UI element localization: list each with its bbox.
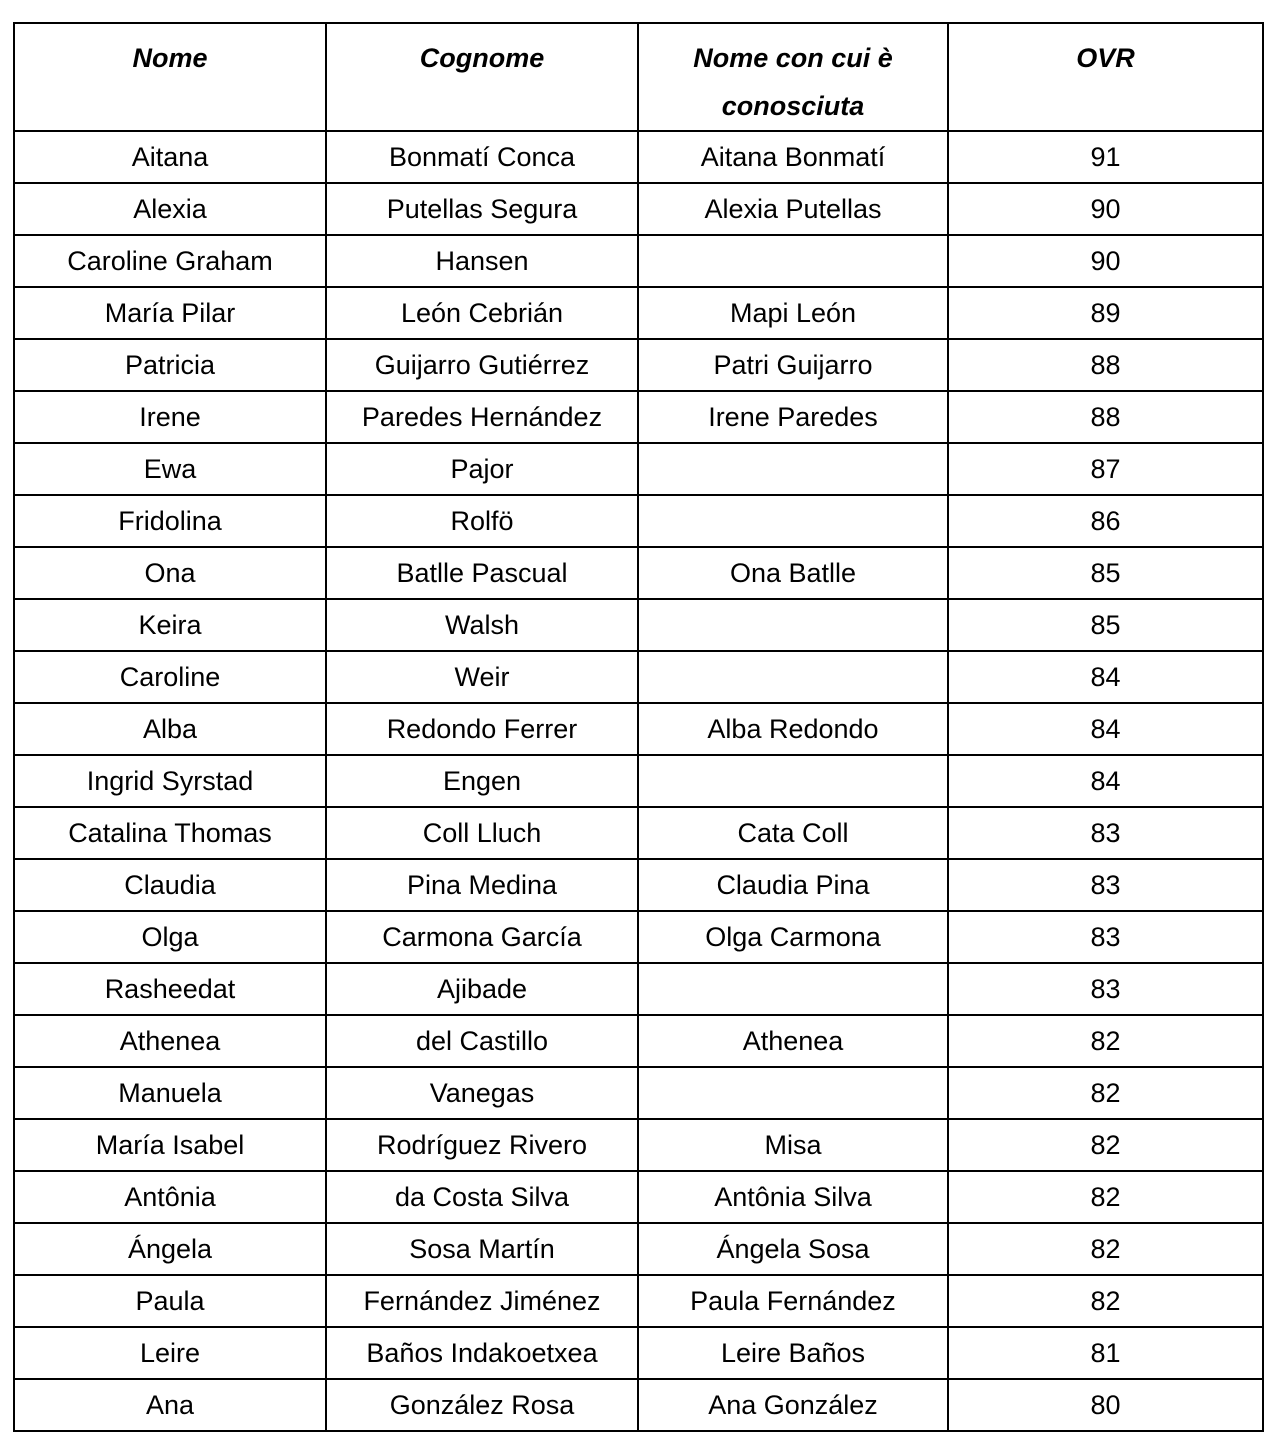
cell-known-as: Cata Coll [638, 807, 948, 859]
cell-nome: Catalina Thomas [14, 807, 326, 859]
cell-cognome: Redondo Ferrer [326, 703, 638, 755]
cell-cognome: Hansen [326, 235, 638, 287]
table-row [14, 651, 1263, 703]
cell-nome: Ingrid Syrstad [14, 755, 326, 807]
table-row [14, 495, 1263, 547]
table-row [14, 911, 1263, 963]
cell-nome: Ángela [14, 1223, 326, 1275]
cell-cognome: Guijarro Gutiérrez [326, 339, 638, 391]
cell-nome: Manuela [14, 1067, 326, 1119]
cell-cognome: Bonmatí Conca [326, 131, 638, 183]
cell-known-as: Paula Fernández [638, 1275, 948, 1327]
cell-ovr: 88 [948, 391, 1263, 443]
cell-nome: Athenea [14, 1015, 326, 1067]
cell-known-as [638, 235, 948, 287]
cell-cognome: Batlle Pascual [326, 547, 638, 599]
table-row [14, 1275, 1263, 1327]
cell-ovr: 84 [948, 755, 1263, 807]
cell-ovr: 87 [948, 443, 1263, 495]
cell-cognome: Engen [326, 755, 638, 807]
table-row [14, 547, 1263, 599]
cell-ovr: 86 [948, 495, 1263, 547]
cell-nome: Rasheedat [14, 963, 326, 1015]
cell-nome: Ana [14, 1379, 326, 1431]
cell-ovr: 83 [948, 807, 1263, 859]
cell-cognome: da Costa Silva [326, 1171, 638, 1223]
cell-ovr: 91 [948, 131, 1263, 183]
cell-nome: Caroline Graham [14, 235, 326, 287]
cell-known-as [638, 599, 948, 651]
cell-cognome: Ajibade [326, 963, 638, 1015]
cell-known-as: Antônia Silva [638, 1171, 948, 1223]
cell-known-as: Alexia Putellas [638, 183, 948, 235]
table-row [14, 183, 1263, 235]
column-header-cognome: Cognome [326, 23, 638, 131]
table-row [14, 1119, 1263, 1171]
table-row [14, 703, 1263, 755]
table-row [14, 443, 1263, 495]
table-row [14, 1015, 1263, 1067]
cell-cognome: Weir [326, 651, 638, 703]
cell-cognome: León Cebrián [326, 287, 638, 339]
column-header-ovr: OVR [948, 23, 1263, 131]
cell-nome: Caroline [14, 651, 326, 703]
cell-known-as [638, 1067, 948, 1119]
cell-nome: Alexia [14, 183, 326, 235]
cell-nome: Patricia [14, 339, 326, 391]
cell-cognome: del Castillo [326, 1015, 638, 1067]
cell-cognome: Rolfö [326, 495, 638, 547]
cell-nome: Aitana [14, 131, 326, 183]
cell-known-as: Ona Batlle [638, 547, 948, 599]
table-row [14, 1171, 1263, 1223]
cell-cognome: Paredes Hernández [326, 391, 638, 443]
cell-cognome: Rodríguez Rivero [326, 1119, 638, 1171]
cell-ovr: 82 [948, 1171, 1263, 1223]
table-row [14, 807, 1263, 859]
cell-ovr: 85 [948, 599, 1263, 651]
table-row [14, 963, 1263, 1015]
cell-ovr: 82 [948, 1223, 1263, 1275]
cell-ovr: 80 [948, 1379, 1263, 1431]
cell-known-as: Mapi León [638, 287, 948, 339]
table-row [14, 755, 1263, 807]
cell-nome: Antônia [14, 1171, 326, 1223]
cell-cognome: Sosa Martín [326, 1223, 638, 1275]
cell-cognome: González Rosa [326, 1379, 638, 1431]
cell-ovr: 83 [948, 963, 1263, 1015]
cell-known-as: Athenea [638, 1015, 948, 1067]
cell-ovr: 89 [948, 287, 1263, 339]
cell-nome: Olga [14, 911, 326, 963]
cell-nome: Paula [14, 1275, 326, 1327]
cell-known-as: Aitana Bonmatí [638, 131, 948, 183]
cell-known-as: Alba Redondo [638, 703, 948, 755]
cell-nome: Ona [14, 547, 326, 599]
cell-known-as [638, 755, 948, 807]
cell-known-as: Ángela Sosa [638, 1223, 948, 1275]
table-row [14, 1379, 1263, 1431]
cell-nome: Keira [14, 599, 326, 651]
cell-ovr: 88 [948, 339, 1263, 391]
cell-nome: Irene [14, 391, 326, 443]
cell-ovr: 85 [948, 547, 1263, 599]
table-row [14, 339, 1263, 391]
table-row [14, 131, 1263, 183]
table-row [14, 1327, 1263, 1379]
cell-ovr: 82 [948, 1119, 1263, 1171]
cell-ovr: 82 [948, 1015, 1263, 1067]
cell-ovr: 82 [948, 1067, 1263, 1119]
table-row [14, 391, 1263, 443]
column-header-known-as: Nome con cui è conosciuta [638, 23, 948, 131]
cell-known-as: Patri Guijarro [638, 339, 948, 391]
cell-cognome: Coll Lluch [326, 807, 638, 859]
players-table [13, 22, 1264, 1432]
cell-nome: Leire [14, 1327, 326, 1379]
cell-ovr: 82 [948, 1275, 1263, 1327]
table-row [14, 859, 1263, 911]
cell-ovr: 84 [948, 651, 1263, 703]
cell-nome: Alba [14, 703, 326, 755]
cell-known-as [638, 963, 948, 1015]
cell-known-as: Irene Paredes [638, 391, 948, 443]
cell-nome: Ewa [14, 443, 326, 495]
column-header-nome: Nome [14, 23, 326, 131]
table-row [14, 1067, 1263, 1119]
cell-cognome: Vanegas [326, 1067, 638, 1119]
cell-known-as: Olga Carmona [638, 911, 948, 963]
cell-ovr: 83 [948, 859, 1263, 911]
cell-cognome: Fernández Jiménez [326, 1275, 638, 1327]
cell-ovr: 81 [948, 1327, 1263, 1379]
cell-ovr: 90 [948, 235, 1263, 287]
table-row [14, 287, 1263, 339]
cell-known-as [638, 443, 948, 495]
table-row [14, 1223, 1263, 1275]
cell-cognome: Putellas Segura [326, 183, 638, 235]
cell-nome: María Isabel [14, 1119, 326, 1171]
cell-known-as [638, 651, 948, 703]
cell-known-as: Misa [638, 1119, 948, 1171]
table-body [14, 131, 1263, 1431]
cell-cognome: Pajor [326, 443, 638, 495]
cell-ovr: 84 [948, 703, 1263, 755]
cell-nome: Fridolina [14, 495, 326, 547]
cell-cognome: Walsh [326, 599, 638, 651]
cell-cognome: Pina Medina [326, 859, 638, 911]
cell-known-as: Claudia Pina [638, 859, 948, 911]
cell-nome: María Pilar [14, 287, 326, 339]
cell-ovr: 83 [948, 911, 1263, 963]
cell-cognome: Carmona García [326, 911, 638, 963]
cell-known-as: Leire Baños [638, 1327, 948, 1379]
cell-nome: Claudia [14, 859, 326, 911]
cell-known-as: Ana González [638, 1379, 948, 1431]
table-row [14, 599, 1263, 651]
table-row [14, 235, 1263, 287]
cell-ovr: 90 [948, 183, 1263, 235]
cell-known-as [638, 495, 948, 547]
cell-cognome: Baños Indakoetxea [326, 1327, 638, 1379]
header-row [14, 23, 1263, 131]
